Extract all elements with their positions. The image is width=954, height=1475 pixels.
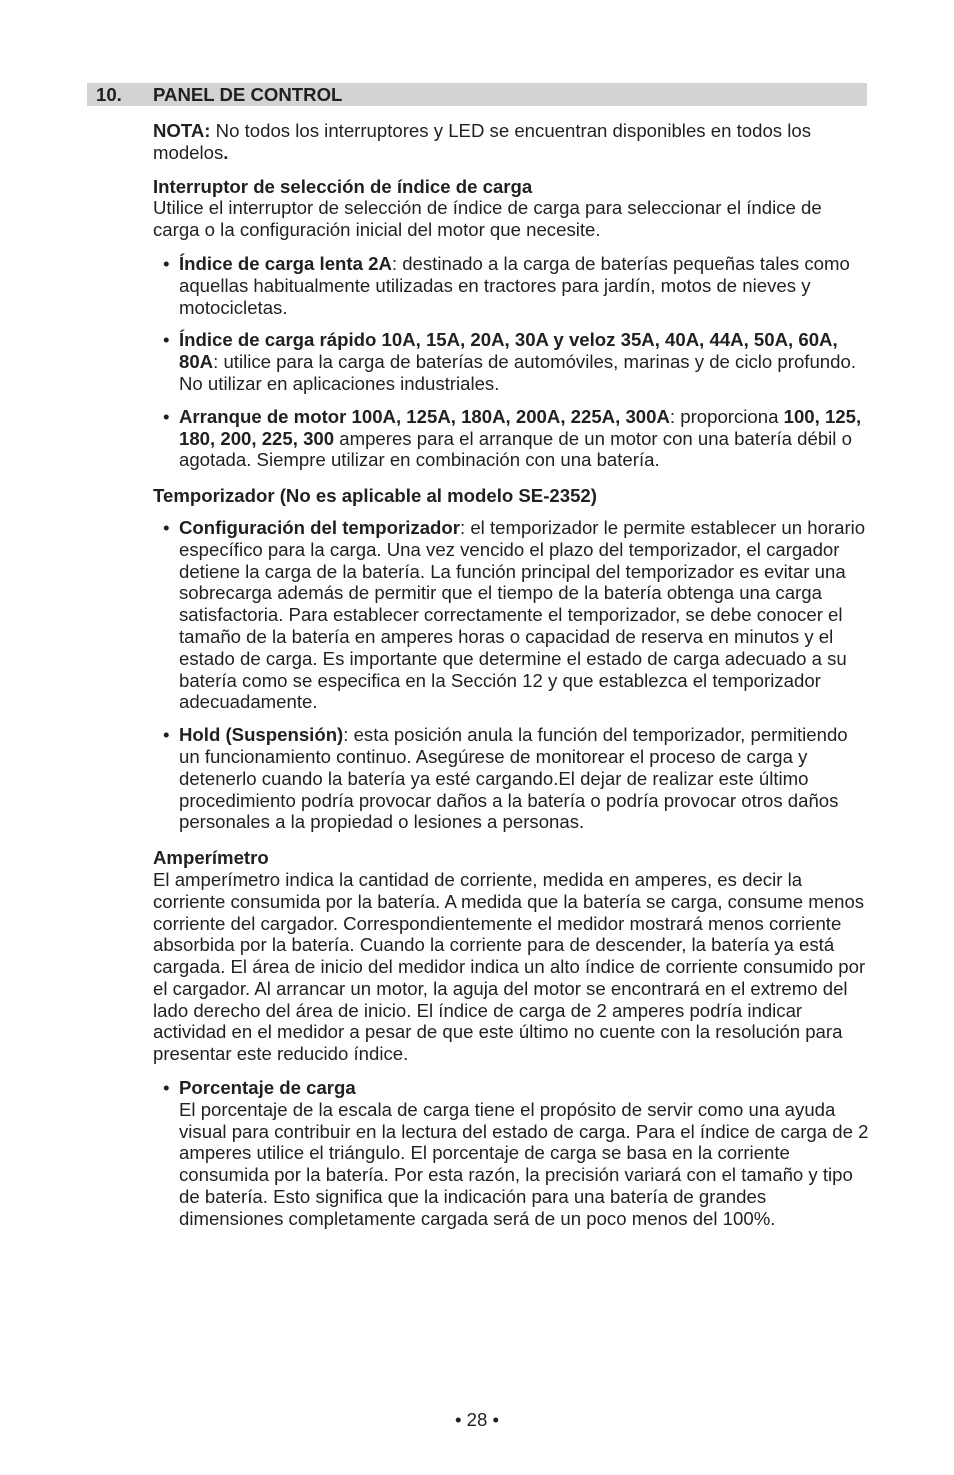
bullet-amperes: 100, 125, 180, 200, 225, 300 bbox=[179, 405, 862, 449]
note-text: No todos los interruptores y LED se encuentran disponibles en todos los modelos bbox=[153, 120, 812, 163]
list-item bbox=[153, 724, 871, 833]
bullet-marker: • bbox=[163, 252, 170, 274]
bullet-title: Porcentaje de carga bbox=[179, 1077, 356, 1099]
bullet-marker: • bbox=[163, 1077, 170, 1099]
section-header bbox=[87, 83, 867, 106]
ammeter-section bbox=[153, 847, 871, 1065]
note-end: . bbox=[223, 141, 229, 163]
ammeter-heading: Amperímetro bbox=[153, 847, 269, 869]
note-paragraph bbox=[153, 120, 871, 164]
note-label: NOTA: bbox=[153, 120, 211, 141]
bullet-marker: • bbox=[163, 516, 170, 538]
selector-intro: Utilice el interruptor de selección de índice de carga para seleccionar el índice de carga o la configuración inicial del motor que necesite. bbox=[153, 197, 822, 241]
list-item bbox=[153, 517, 871, 713]
selector-section bbox=[153, 176, 871, 241]
page-number: • 28 • bbox=[454, 1409, 500, 1430]
list-item bbox=[153, 406, 871, 471]
bullet-marker: • bbox=[163, 329, 170, 351]
bullet-text: : esta posición anula la función del temporizador, permitiendo un funcionamiento continuo. Asegúrese de monitorear el proceso de carga y detenerlo cuando la batería ya esté cargando.El dejar de realizar este último procedimiento podría provocar daños a la batería o podría provocar otros daños personales a la propiedad o lesiones a personas. bbox=[179, 724, 848, 833]
bullet-text: El porcentaje de la escala de carga tiene el propósito de servir como una ayuda visual para contribuir en la lectura del estado de carga. Para el índice de carga de 2 amperes utilice el triángulo. El porcentaje de carga se basa en la corriente consumida por la batería. Por esta razón, la precisión variará con el tamaño y tipo de batería. Esto significa que la indicación para una batería de grandes dimensiones completamente cargada será de un poco menos del 100%. bbox=[179, 1098, 869, 1229]
bullet-title: Índice de carga lenta 2A bbox=[179, 252, 392, 274]
bullet-title: Hold (Suspensión) bbox=[179, 724, 344, 746]
section-number: 10. bbox=[96, 84, 122, 105]
bullet-text: : destinado a la carga de baterías pequeñas tales como aquellas habitualmente utilizadas en tractores para jardín, motos de nieves y motocicletas. bbox=[179, 252, 850, 318]
section-title: PANEL DE CONTROL bbox=[153, 84, 343, 105]
list-item bbox=[153, 329, 871, 394]
bullet-title: Índice de carga rápido 10A, 15A, 20A, 30A y veloz 35A, 40A, 44A, 50A, 60A, 80A bbox=[179, 329, 838, 373]
bullet-text: : proporciona bbox=[669, 405, 784, 427]
ammeter-text: El amperímetro indica la cantidad de corriente, medida en amperes, es decir la corriente consumida por la batería. A medida que la batería se carga, consume menos corriente del cargador. Correspondientemente el medidor mostrará menos corriente absorbida por la batería. Cuando la corriente para de descender, la batería ya está cargada. El área de inicio del medidor indica un alto índice de corriente consumido por el cargador. Al arrancar un motor, la aguja del motor se encontrará en el extremo del lado derecho del área de inicio. El índice de carga de 2 amperes podría indicar actividad en el medidor a pesar de que este último no cuente con la resolución para presentar este reducido índice. bbox=[153, 868, 866, 1065]
bullet-marker: • bbox=[163, 405, 170, 427]
selector-heading: Interruptor de selección de índice de carga bbox=[153, 175, 533, 197]
timer-heading: Temporizador (No es aplicable al modelo SE-2352) bbox=[153, 485, 597, 507]
bullet-text-2: amperes para el arranque de un motor con una batería débil o agotada. Siempre utilizar en combinación con una batería. bbox=[179, 427, 852, 471]
list-item bbox=[153, 1077, 871, 1230]
bullet-text: : utilice para la carga de baterías de automóviles, marinas y de ciclo profundo. No utilizar en aplicaciones industriales. bbox=[179, 351, 856, 394]
bullet-text: : el temporizador le permite establecer un horario específico para la carga. Una vez vencido el plazo del temporizador, el cargador detiene la carga de la batería. La función principal del temporizador es evitar una sobrecarga además de permitir que el tiempo de la batería obtenga una carga satisfactoria. Para establecer correctamente el temporizador, se debe conocer el tamaño de la batería en amperes horas o capacidad de reserva en minutos y el estado de carga. Es importante que determine el estado de carga adecuado a su batería como se especifica en la Sección 12 y que establezca el temporizador adecuadamente. bbox=[179, 516, 866, 713]
list-item bbox=[153, 253, 871, 318]
bullet-title: Arranque de motor 100A, 125A, 180A, 200A, 225A, 300A bbox=[179, 405, 670, 427]
bullet-title: Configuración del temporizador bbox=[179, 516, 460, 538]
bullet-marker: • bbox=[163, 724, 170, 746]
page-content bbox=[153, 120, 871, 1241]
